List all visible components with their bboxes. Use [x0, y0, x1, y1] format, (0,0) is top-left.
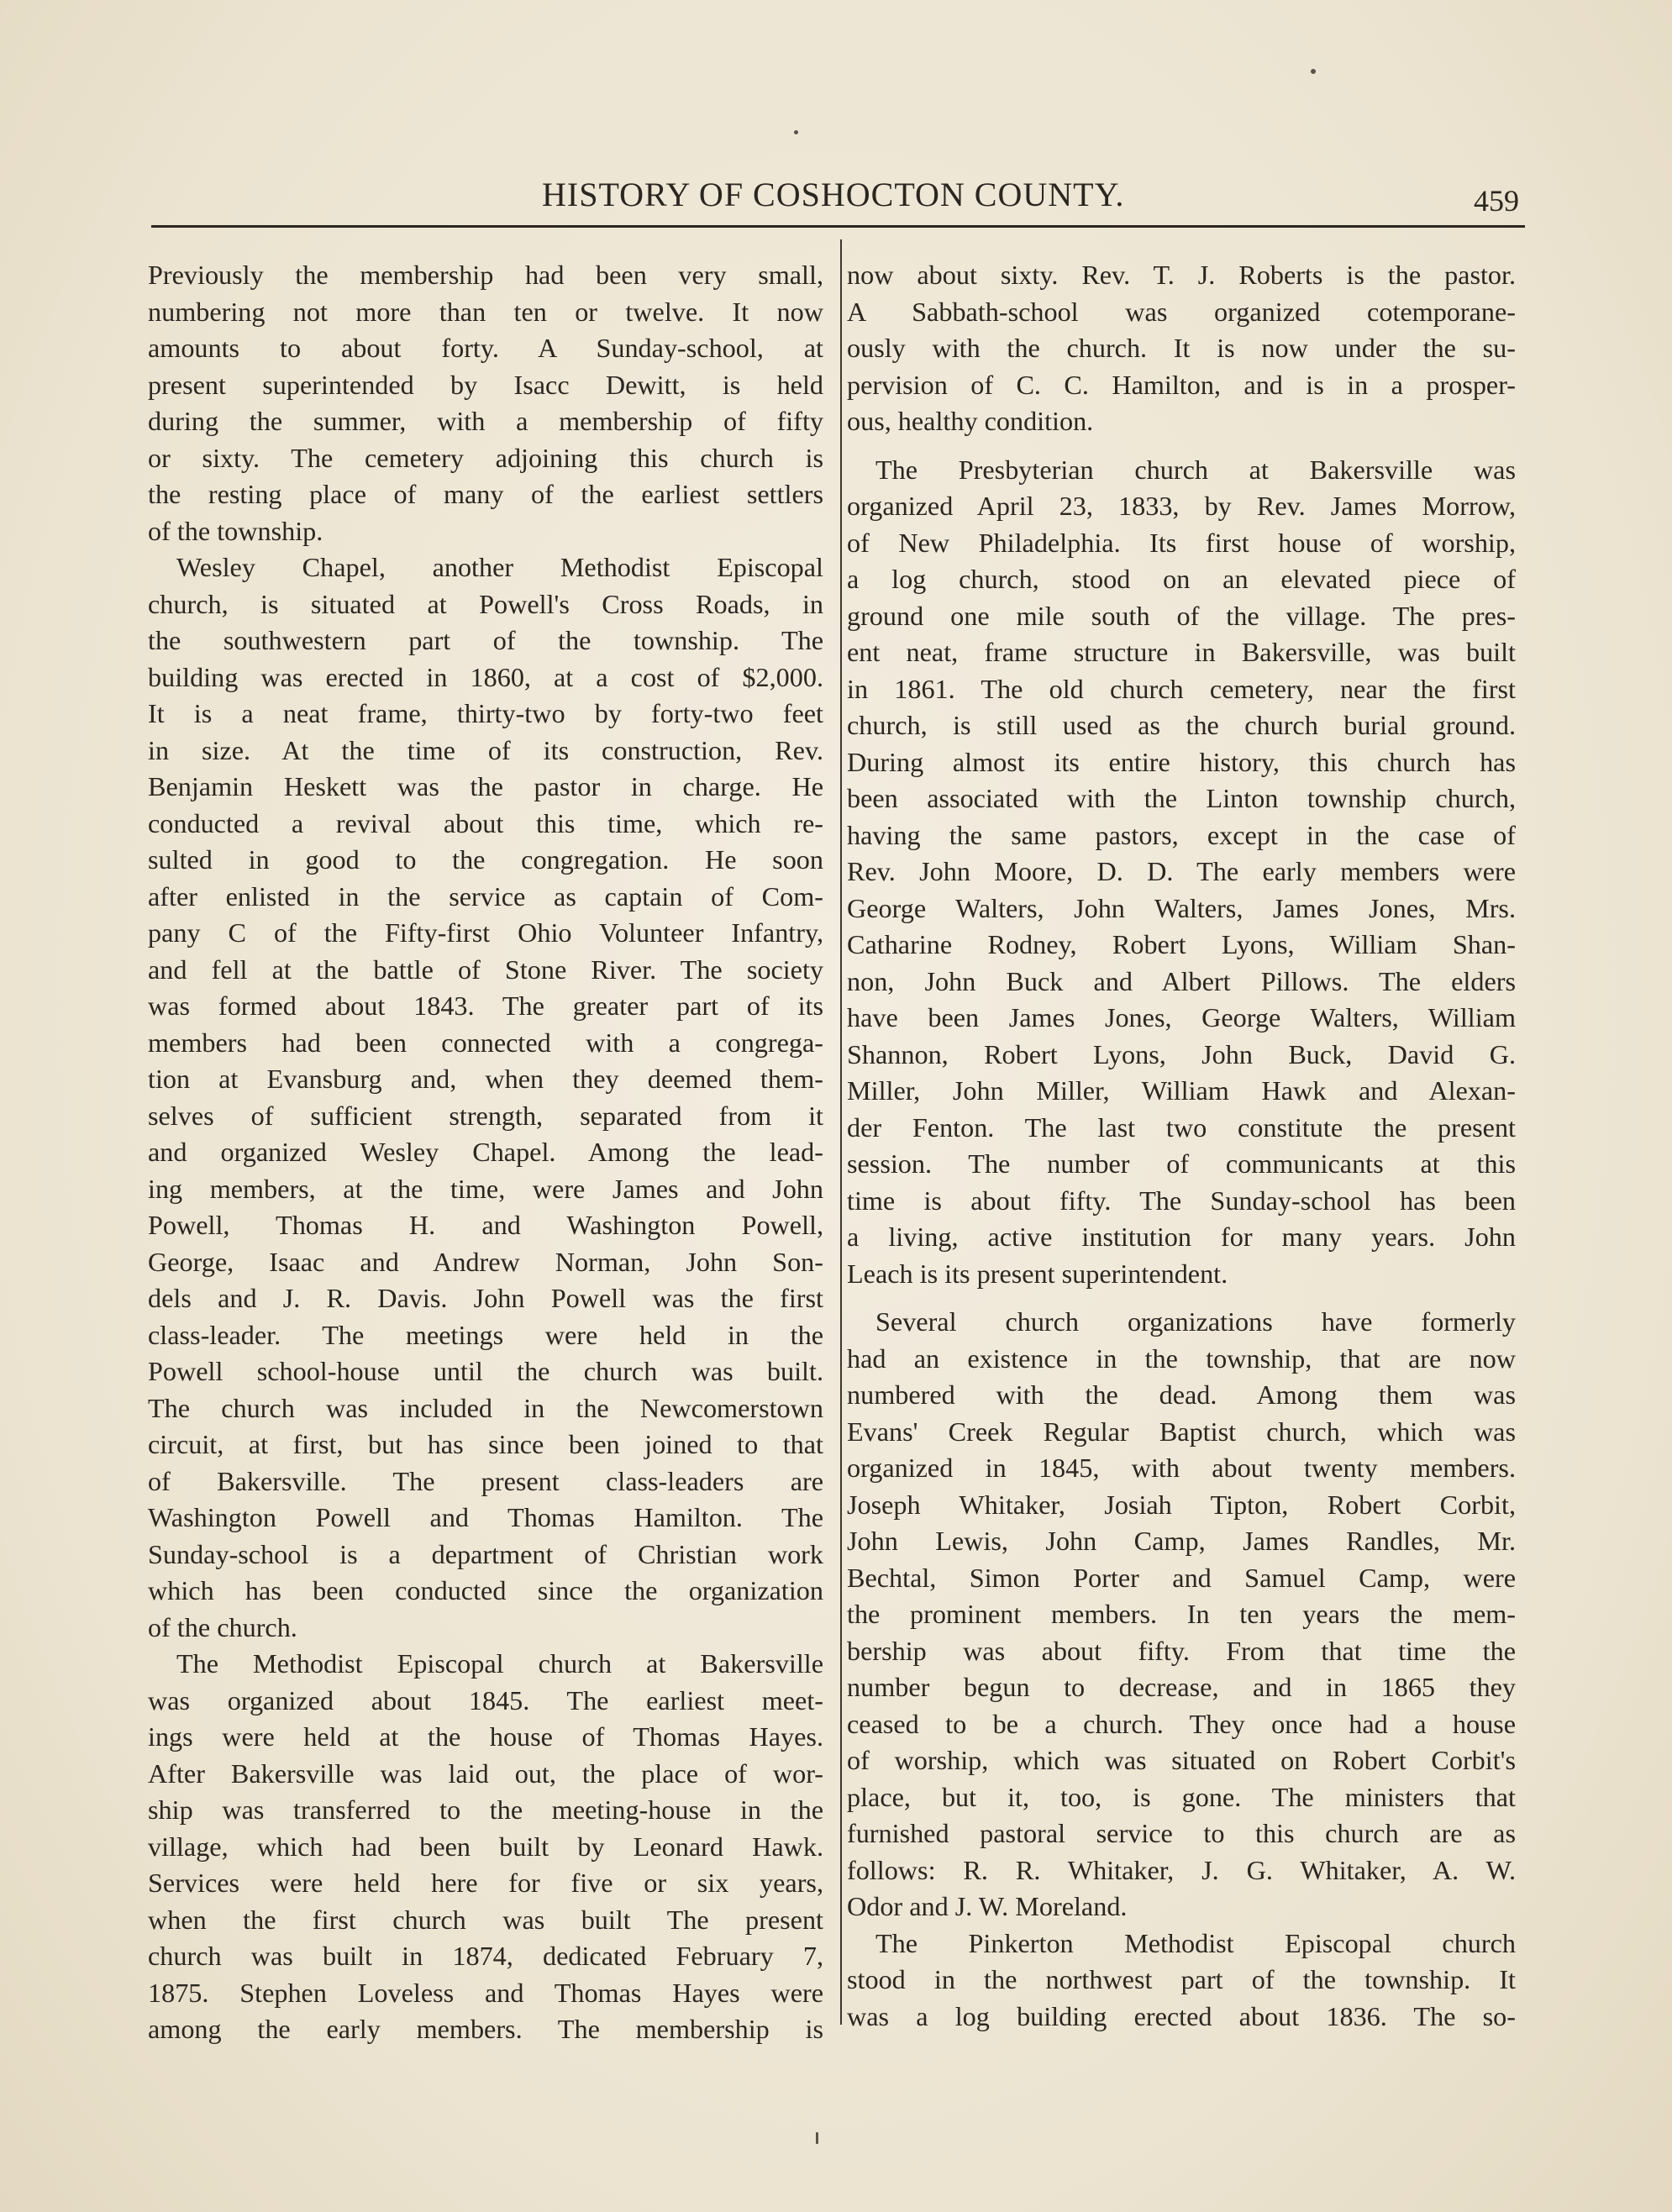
print-speck	[816, 2132, 818, 2144]
text-line: tion at Evansburg and, when they deemed them-	[148, 1064, 823, 1094]
text-line: bership was about fifty. From that time the	[847, 1635, 1516, 1666]
text-line: The Methodist Episcopal church at Bakersville	[176, 1648, 823, 1679]
text-line: Leach is its present superintendent.	[847, 1258, 1228, 1289]
text-line: selves of sufficient strength, separated from it	[148, 1100, 823, 1131]
text-line: amounts to about forty. A Sunday-school, at	[148, 333, 823, 363]
text-line: church, is still used as the church burial ground.	[847, 710, 1516, 740]
text-line: class-leader. The meetings were held in the	[148, 1319, 823, 1350]
text-line: After Bakersville was laid out, the place of wor-	[148, 1758, 823, 1789]
text-line: ent neat, frame structure in Bakersville, was built	[847, 637, 1516, 667]
text-line: session. The number of communicants at this	[847, 1148, 1516, 1179]
text-line: 1875. Stephen Loveless and Thomas Hayes were	[148, 1977, 823, 2008]
text-line: was organized about 1845. The earliest meet-	[148, 1684, 823, 1715]
text-line: organized in 1845, with about twenty members.	[847, 1453, 1516, 1483]
text-line: ing members, at the time, were James and John	[148, 1173, 823, 1204]
text-line: and fell at the battle of Stone River. The society	[148, 954, 823, 985]
paragraph-gap	[847, 1292, 1516, 1304]
text-line: Wesley Chapel, another Methodist Episcopal	[176, 552, 823, 582]
text-line: time is about fifty. The Sunday-school has been	[847, 1185, 1516, 1216]
text-line: ings were held at the house of Thomas Hayes.	[148, 1721, 823, 1752]
text-line: The Presbyterian church at Bakersville was	[875, 454, 1516, 485]
text-line: ously with the church. It is now under the su-	[847, 333, 1516, 363]
text-line: stood in the northwest part of the township. It	[847, 1964, 1516, 1994]
text-line: had an existence in the township, that are now	[847, 1342, 1516, 1374]
text-line: Several church organizations have formerly	[875, 1306, 1516, 1337]
text-line: circuit, at first, but has since been joined to that	[148, 1429, 823, 1459]
text-line: ceased to be a church. They once had a house	[847, 1708, 1516, 1739]
header-rule	[151, 225, 1525, 228]
text-line: Miller, John Miller, William Hawk and Alexan-	[847, 1075, 1516, 1106]
print-speck	[1311, 69, 1316, 74]
text-line: Odor and J. W. Moreland.	[847, 1891, 1128, 1921]
text-line: was a log building erected about 1836. The so-	[847, 2000, 1516, 2031]
text-line: Benjamin Heskett was the pastor in charge. He	[148, 771, 823, 801]
text-line: or sixty. The cemetery adjoining this church is	[148, 442, 823, 473]
text-line: Sunday-school is a department of Christian work	[148, 1538, 823, 1569]
text-line: Powell, Thomas H. and Washington Powell,	[148, 1210, 823, 1240]
text-line: Washington Powell and Thomas Hamilton. The	[148, 1502, 823, 1532]
text-line: Evans' Creek Regular Baptist church, which was	[847, 1416, 1516, 1447]
right-column	[847, 257, 1516, 2035]
text-line: during the summer, with a membership of fifty	[148, 406, 823, 436]
text-line: Catharine Rodney, Robert Lyons, William Shan-	[847, 929, 1516, 959]
text-line: the prominent members. In ten years the mem-	[847, 1599, 1516, 1629]
text-line: and organized Wesley Chapel. Among the lead-	[148, 1137, 823, 1167]
paragraph-gap	[847, 440, 1516, 452]
text-line: Rev. John Moore, D. D. The early members were	[847, 856, 1516, 886]
text-line: Shannon, Robert Lyons, John Buck, David G.	[847, 1038, 1516, 1069]
text-line: organized April 23, 1833, by Rev. James Morrow,	[847, 491, 1516, 521]
text-line: church was built in 1874, dedicated February 7,	[148, 1941, 823, 1971]
text-line: have been James Jones, George Walters, William	[847, 1002, 1516, 1032]
text-line: ous, healthy condition.	[847, 406, 1094, 436]
text-line: Joseph Whitaker, Josiah Tipton, Robert Corbit,	[847, 1489, 1516, 1520]
text-line: The Pinkerton Methodist Episcopal church	[875, 1927, 1516, 1958]
text-line: John Lewis, John Camp, James Randles, Mr.	[847, 1526, 1516, 1556]
text-line: after enlisted in the service as captain of Com-	[148, 880, 823, 912]
text-line: non, John Buck and Albert Pillows. The elders	[847, 965, 1516, 996]
page-number: 459	[1474, 184, 1519, 218]
text-line: ship was transferred to the meeting-house in the	[148, 1794, 823, 1825]
text-line: numbering not more than ten or twelve. It now	[148, 296, 823, 327]
text-line: It is a neat frame, thirty-two by forty-two feet	[148, 698, 823, 728]
text-line: a living, active institution for many years. John	[847, 1222, 1516, 1252]
text-line: dels and J. R. Davis. John Powell was the first	[148, 1283, 823, 1313]
text-line: place, but it, too, is gone. The ministers that	[847, 1781, 1516, 1812]
print-speck	[794, 130, 798, 134]
text-line: George, Isaac and Andrew Norman, John Son-	[148, 1246, 823, 1277]
text-line: members had been connected with a congrega-	[148, 1027, 823, 1058]
text-line: der Fenton. The last two constitute the present	[847, 1111, 1516, 1143]
text-line: conducted a revival about this time, which re-	[148, 807, 823, 838]
text-line: village, which had been built by Leonard Hawk.	[148, 1831, 823, 1862]
text-line: number begun to decrease, and in 1865 they	[847, 1672, 1516, 1702]
text-line: in size. At the time of its construction, Rev.	[148, 734, 823, 765]
text-line: follows: R. R. Whitaker, J. G. Whitaker, A. W.	[847, 1854, 1516, 1885]
text-line: pervision of C. C. Hamilton, and is in a prosper-	[847, 369, 1516, 400]
text-line: in 1861. The old church cemetery, near the first	[847, 673, 1516, 704]
running-head: HISTORY OF COSHOCTON COUNTY.	[542, 176, 1125, 213]
text-line: now about sixty. Rev. T. J. Roberts is the pastor.	[847, 260, 1516, 290]
text-line: of worship, which was situated on Robert Corbit's	[847, 1745, 1516, 1775]
text-line: church, is situated at Powell's Cross Roads, in	[148, 588, 823, 619]
text-line: of Bakersville. The present class-leaders are	[148, 1465, 823, 1496]
text-line: A Sabbath-school was organized cotemporane-	[847, 296, 1516, 327]
text-line: present superintended by Isacc Dewitt, is held	[148, 369, 823, 400]
text-line: pany C of the Fifty-first Ohio Volunteer Infantry,	[148, 917, 823, 948]
text-line: of New Philadelphia. Its first house of worship,	[847, 527, 1516, 558]
text-line: Powell school-house until the church was built.	[148, 1356, 823, 1386]
text-line: a log church, stood on an elevated piece of	[847, 564, 1516, 594]
text-line: numbered with the dead. Among them was	[847, 1379, 1516, 1410]
text-line: building was erected in 1860, at a cost of $2,000.	[148, 661, 823, 692]
text-line: when the first church was built The present	[148, 1904, 823, 1935]
column-divider	[840, 239, 842, 2025]
text-line: George Walters, John Walters, James Jones, Mrs.	[847, 892, 1516, 923]
text-line: Services were held here for five or six years,	[148, 1868, 823, 1898]
text-line: During almost its entire history, this church has	[847, 746, 1516, 777]
text-line: Bechtal, Simon Porter and Samuel Camp, were	[847, 1562, 1516, 1593]
text-line: the resting place of many of the earliest settlers	[148, 479, 823, 509]
text-line: the southwestern part of the township. The	[148, 625, 823, 655]
text-line: having the same pastors, except in the case of	[847, 819, 1516, 850]
text-line: been associated with the Linton township church,	[847, 783, 1516, 813]
text-line: which has been conducted since the organization	[148, 1575, 823, 1605]
text-line: Previously the membership had been very small,	[148, 260, 823, 290]
left-column	[148, 257, 823, 2048]
text-line: sulted in good to the congregation. He soon	[148, 844, 823, 875]
text-line: The church was included in the Newcomerstown	[148, 1392, 823, 1423]
text-line: ground one mile south of the village. The pres-	[847, 600, 1516, 631]
text-line: furnished pastoral service to this church are as	[847, 1818, 1516, 1848]
text-line: of the township.	[148, 515, 323, 546]
text-line: among the early members. The membership is	[148, 2014, 823, 2044]
text-line: was formed about 1843. The greater part of its	[148, 990, 823, 1021]
text-line: of the church.	[148, 1611, 297, 1642]
